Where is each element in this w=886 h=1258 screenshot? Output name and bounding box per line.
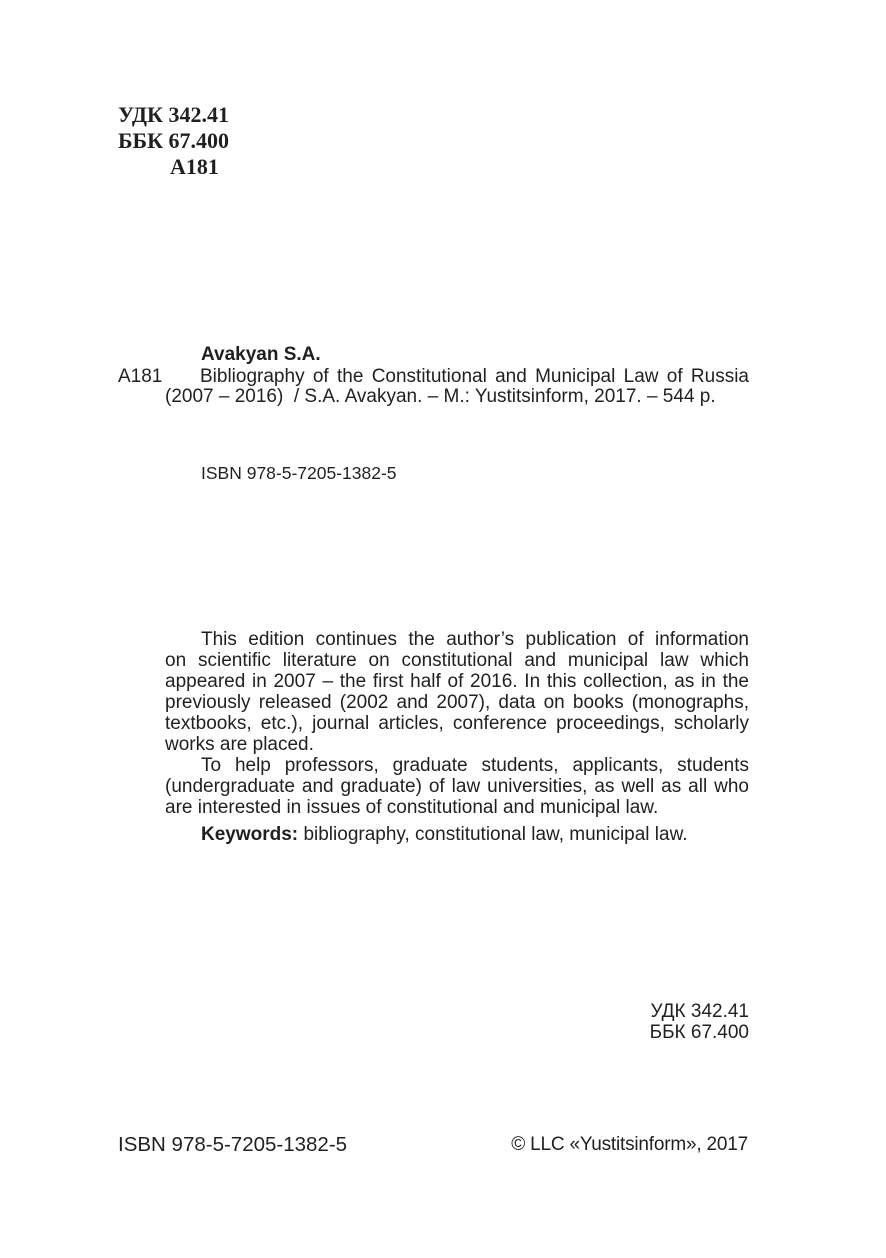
entry-author-mark: A181 [118,366,163,387]
footer-bbk-code: ББК 67.400 [649,1022,749,1043]
abstract [165,629,749,845]
author-name: Avakyan S.A. [201,344,321,365]
classification-block [118,102,229,180]
footer-udk-code: УДК 342.41 [650,1001,749,1022]
keywords-line [165,824,749,845]
keywords-text: bibliography, constitutional law, municipal law. [303,824,688,845]
footer-classification [549,1001,749,1043]
abstract-line: appeared in 2007 – the first half of 2016. In this collection, as in the [165,671,749,692]
abstract-line: textbooks, etc.), journal articles, conference proceedings, scholarly [165,713,749,734]
copyright-notice: © LLC «Yustitsinform», 2017 [511,1134,748,1155]
abstract-line: (undergraduate and graduate) of law universities, as well as all who [165,776,749,797]
abstract-line: previously released (2002 and 2007), data on books (monographs, [165,692,749,713]
entry-isbn: ISBN 978-5-7205-1382-5 [201,463,397,483]
abstract-line: are interested in issues of constitutional and municipal law. [165,797,659,818]
keywords-label: Keywords: [201,824,299,845]
abstract-line: on scientific literature on constitutional and municipal law which [165,650,749,671]
imprint-line: (2007 – 2016) / S.A. Avakyan. – M.: Yustitsinform, 2017. – 544 p. [165,386,716,407]
book-title-line: Bibliography of the Constitutional and Municipal Law of Russia [200,366,749,387]
footer-isbn: ISBN 978-5-7205-1382-5 [118,1133,348,1156]
author-mark: A181 [170,154,219,179]
bbk-code: ББК 67.400 [118,128,230,153]
abstract-line: To help professors, graduate students, applicants, students [201,755,749,776]
abstract-line: works are placed. [165,734,314,755]
abstract-line: This edition continues the author’s publication of information [201,629,749,650]
udk-code: УДК 342.41 [118,102,230,127]
